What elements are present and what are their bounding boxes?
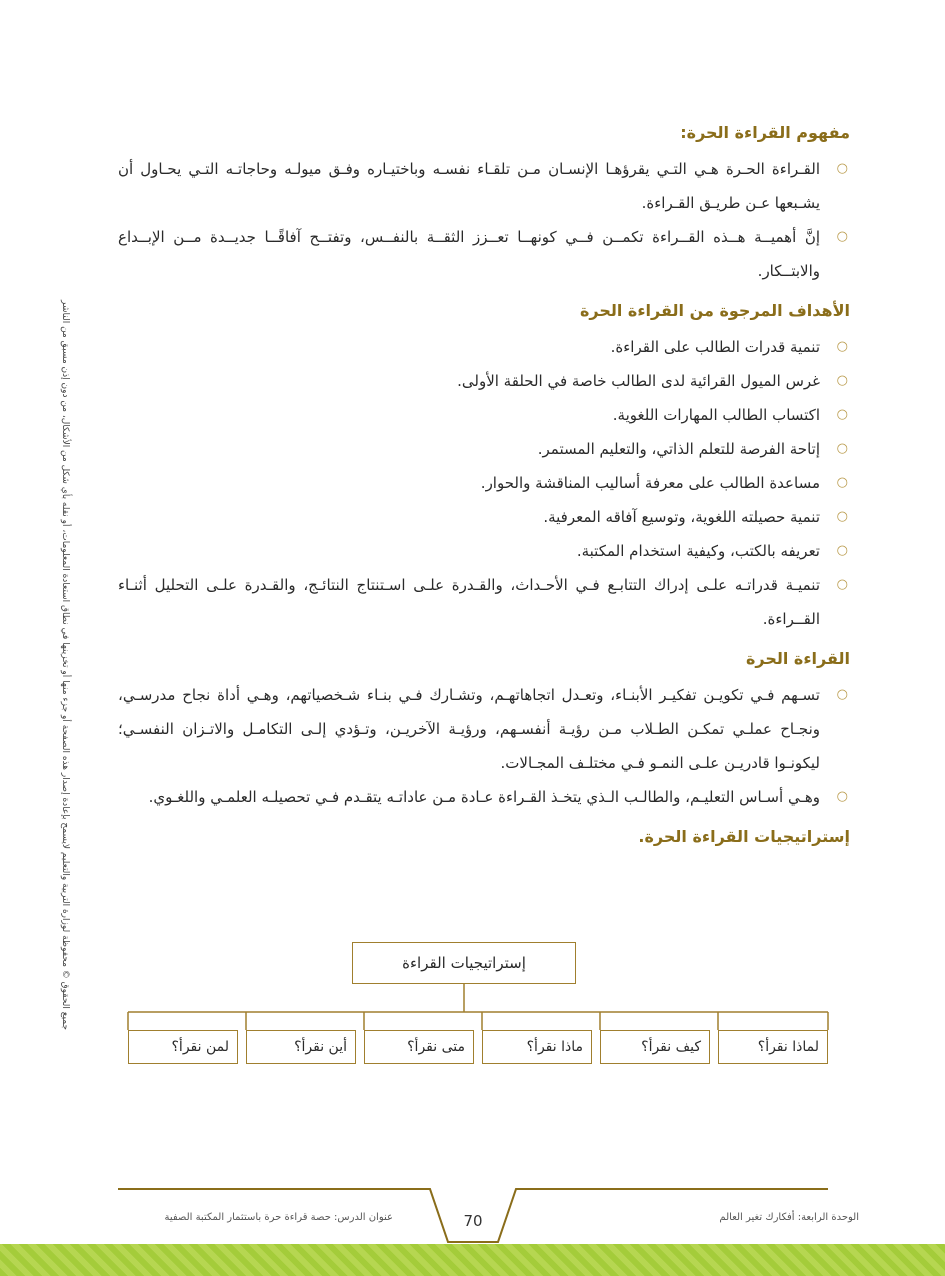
footer-unit: الوحدة الرابعة: أفكارك تغير العالم — [719, 1212, 859, 1223]
section-heading-goals: الأهداف المرجوة من القراءة الحرة — [579, 301, 850, 320]
bullet-icon: ○ — [836, 509, 848, 524]
list-item: ○ غرس الميول القرائية لدى الطالب خاصة في الحلقة الأولى. — [118, 364, 850, 398]
goals-list — [118, 330, 850, 636]
free-reading-list — [118, 678, 850, 814]
bullet-icon: ○ — [836, 475, 848, 490]
page-number: 70 — [463, 1212, 483, 1230]
bullet-icon: ○ — [836, 577, 848, 592]
bullet-icon: ○ — [836, 229, 848, 244]
bullet-icon: ○ — [836, 339, 848, 354]
list-item: ○ تنميـة قدراتـه علـى إدراك التتابـع فـي الأحـداث، والقـدرة علـى اسـتنتاج النتائـج، والقـدرة علـى التحليل أثنـاء القــراءة. — [118, 568, 850, 636]
bullet-icon: ○ — [836, 789, 848, 804]
concept-list — [118, 152, 850, 288]
list-item: ○ إتاحة الفرصة للتعلم الذاتي، والتعليم المستمر. — [118, 432, 850, 466]
list-item: ○ اكتساب الطالب المهارات اللغوية. — [118, 398, 850, 432]
bullet-icon: ○ — [836, 543, 848, 558]
diagram-leaf-for-whom: لمن نقرأ؟ — [128, 1030, 238, 1064]
section-heading-free-reading: القراءة الحرة — [745, 649, 850, 668]
bullet-icon: ○ — [836, 161, 848, 176]
section-heading-strategies: إستراتيجيات القراءة الحرة. — [638, 827, 850, 846]
list-item: ○ تعريفه بالكتب، وكيفية استخدام المكتبة. — [118, 534, 850, 568]
diagram-leaf-when: متى نقرأ؟ — [364, 1030, 474, 1064]
strategies-diagram — [126, 942, 830, 1070]
footer-lesson: عنوان الدرس: حصة قراءة حرة باستثمار المكتبة الصفية — [164, 1212, 393, 1223]
list-item: ○ تسـهم فـي تكويـن تفكيـر الأبنـاء، وتعـدل اتجاهاتهـم، وتشـارك فـي بنـاء شـخصياتهم، وهـي أداة نجاح مدرسـي، ونجـاح عملـي تمكـن الطـلاب مـن رؤيـة أنفسـهم، ورؤيـة الآخريـن، وتـؤدي إلـى التكامـل والاتـزان النفسـي؛ ليكونـوا قادريـن علـى النمـو فـي مختلـف المجـالات. — [118, 678, 850, 780]
diagram-leaf-why: لماذا نقرأ؟ — [718, 1030, 828, 1064]
diagram-root: إستراتيجيات القراءة — [352, 942, 576, 984]
list-item: ○ إنَّ أهميــة هــذه القــراءة تكمــن فــي كونهــا تعــزز الثقــة بالنفــس، وتفتــح آفاقًــا جديــدة مــن الإبــداع والابتــكار. — [118, 220, 850, 288]
bullet-icon: ○ — [836, 407, 848, 422]
list-item: ○ تنمية قدرات الطالب على القراءة. — [118, 330, 850, 364]
copyright-note: جميع الحقوق © محفوظة لوزارة التربية والتعليم لايسمح بإعادة إصدار هذه الصفحة أو جزء منها أو تخزينها في نطاق استعادة المعلومات، أو نقله بأي شكل من الأشكال، من دون إذن مسبق من الناشر — [60, 300, 70, 1031]
diagram-leaf-how: كيف نقرأ؟ — [600, 1030, 710, 1064]
list-item: ○ القـراءة الحـرة هـي التـي يقرؤهـا الإنسـان مـن تلقـاء نفسـه وباختيـاره وفـق ميولـه وحاجاتـه التـي يحـاول أن يشـبعها عـن طريـق القـراءة. — [118, 152, 850, 220]
diagram-leaf-where: أين نقرأ؟ — [246, 1030, 356, 1064]
bullet-icon: ○ — [836, 373, 848, 388]
decorative-band — [0, 1244, 945, 1276]
section-heading-concept: مفهوم القراءة الحرة: — [680, 123, 850, 142]
list-item: ○ مساعدة الطالب على معرفة أساليب المناقشة والحوار. — [118, 466, 850, 500]
list-item: ○ وهـي أسـاس التعليـم، والطالـب الـذي يتخـذ القـراءة عـادة مـن عاداتـه يتقـدم فـي تحصيلـه العلمـي واللغـوي. — [118, 780, 850, 814]
page-content — [118, 110, 850, 856]
bullet-icon: ○ — [836, 441, 848, 456]
bullet-icon: ○ — [836, 687, 848, 702]
diagram-leaf-what: ماذا نقرأ؟ — [482, 1030, 592, 1064]
list-item: ○ تنمية حصيلته اللغوية، وتوسيع آفاقه المعرفية. — [118, 500, 850, 534]
